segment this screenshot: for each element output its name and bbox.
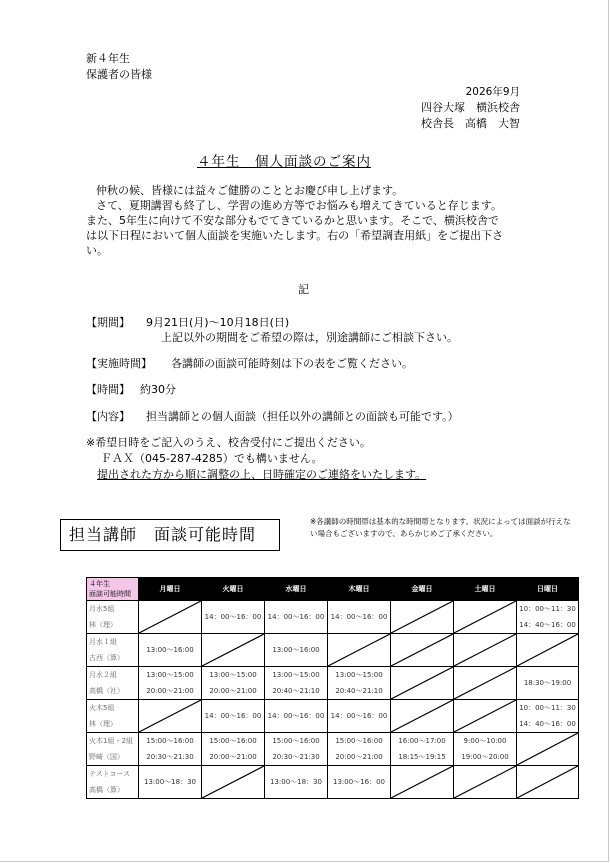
page-title: ４年生 個人面談のご案内 xyxy=(197,154,371,170)
teacher-name: 林（理） xyxy=(89,720,117,728)
time-slot-cell xyxy=(139,634,202,667)
class-name: 月水１組 xyxy=(89,638,117,646)
time-slot-cell xyxy=(328,601,391,634)
table-row xyxy=(87,667,579,700)
time-slot: 14：00～16：00 xyxy=(330,613,388,621)
time-slot-cell xyxy=(265,700,328,733)
time-slot: 15:00～16:00 xyxy=(272,737,320,745)
time-slot-cell xyxy=(265,766,328,799)
unavailable-cell xyxy=(391,766,454,799)
unavailable-cell xyxy=(454,667,517,700)
table-row xyxy=(87,766,579,799)
table-header-row xyxy=(87,578,579,601)
addressee-line1: 新４年生 xyxy=(86,52,130,65)
ki-heading: 記 xyxy=(298,283,309,296)
time-slot-cell xyxy=(328,700,391,733)
teacher-cell xyxy=(87,766,139,799)
unavailable-cell xyxy=(517,766,579,799)
diagonal-slash-icon xyxy=(454,700,516,732)
diagonal-slash-icon xyxy=(328,634,390,666)
time-slot-cell xyxy=(517,601,579,634)
unavailable-cell xyxy=(454,634,517,667)
diagonal-slash-icon xyxy=(391,766,453,798)
time-slot: 20:40～21:10 xyxy=(272,687,320,695)
time-slot: 15:00～16:00 xyxy=(209,737,257,745)
time-slot-cell xyxy=(517,700,579,733)
addressee-line2: 保護者の皆様 xyxy=(86,68,152,81)
time-slot: 18:30～19:00 xyxy=(523,679,572,687)
time-slot-cell xyxy=(517,667,579,700)
day-header: 火曜日 xyxy=(202,578,265,601)
teacher-cell xyxy=(87,733,139,766)
class-name: 火木1組・2組 xyxy=(89,737,133,745)
teacher-name: 高橋（社） xyxy=(89,687,124,695)
time-slot: 19:00～20:00 xyxy=(461,753,509,761)
teacher-name: 古西（算） xyxy=(89,654,124,662)
time-slot: 13:00～15:00 xyxy=(272,671,320,679)
teacher-cell xyxy=(87,601,139,634)
unavailable-cell xyxy=(454,700,517,733)
time-slot: 13:00～16：00 xyxy=(333,778,385,786)
corner-label: 面談可能時間 xyxy=(89,590,131,598)
unavailable-cell xyxy=(139,700,202,733)
time-slot: 13:00～18：30 xyxy=(144,778,196,786)
time-slot-cell xyxy=(139,733,202,766)
diagonal-slash-icon xyxy=(202,766,264,798)
diagonal-slash-icon xyxy=(202,634,264,666)
teacher-name: 高橋（算） xyxy=(89,786,124,794)
schedule-note: ※各講師の時間帯は基本的な時間帯となります。状況によっては面談が行えない場合もございますので、あらかじめご了承ください。 xyxy=(310,517,571,538)
time-slot-cell xyxy=(265,733,328,766)
time-slot-cell xyxy=(391,733,454,766)
time-slot: 13:00～15:00 xyxy=(146,671,194,679)
time-slot: 16:00～17:00 xyxy=(398,737,446,745)
time-slot: 20:30～21:30 xyxy=(272,753,320,761)
unavailable-cell xyxy=(454,601,517,634)
diagonal-slash-icon xyxy=(517,766,578,798)
schedule-table xyxy=(86,577,579,799)
time-slot: 14：40～16：00 xyxy=(519,621,576,629)
diagonal-slash-icon xyxy=(391,700,453,732)
time-slot: 13:00～18：30 xyxy=(270,778,322,786)
time-slot: 15:00～16:00 xyxy=(335,737,383,745)
time-slot: 13:00～16:00 xyxy=(146,646,194,654)
time-slot: 14：00～16：00 xyxy=(204,712,262,720)
time-slot: 20:00～21:00 xyxy=(146,687,194,695)
day-header: 金曜日 xyxy=(391,578,454,601)
section-title: 担当講師 面談可能時間 xyxy=(60,519,280,551)
table-row xyxy=(87,700,579,733)
diagonal-slash-icon xyxy=(454,667,516,699)
time-slot: 14：00～16：00 xyxy=(267,613,325,621)
diagonal-slash-icon xyxy=(391,667,453,699)
time-slot: 20:30～21:30 xyxy=(146,753,194,761)
table-row xyxy=(87,601,579,634)
principal-name: 校舎長 高橋 大智 xyxy=(421,117,520,130)
unavailable-cell xyxy=(202,766,265,799)
corner-grade: ４年生 xyxy=(89,580,110,588)
time-slot: 20:00～21:00 xyxy=(209,753,257,761)
submission-note: ※希望日時をご記入のうえ、校舎受付にご提出ください。 xyxy=(86,436,371,449)
unavailable-cell xyxy=(391,700,454,733)
duration-label: 【時間】 xyxy=(86,383,130,396)
unavailable-cell xyxy=(202,634,265,667)
time-slot: 20:40～21:10 xyxy=(335,687,383,695)
time-slot: 14：40～16：00 xyxy=(519,720,576,728)
time-slot-cell xyxy=(328,667,391,700)
greeting-paragraph: 仲秋の候、皆様には益々ご健勝のこととお慶び申し上げます。 xyxy=(96,184,404,197)
time-slot-cell xyxy=(202,667,265,700)
contact-note: 提出された方から順に調整の上、日時確定のご連絡をいたします。 xyxy=(97,468,427,481)
teacher-cell xyxy=(87,634,139,667)
day-header: 月曜日 xyxy=(139,578,202,601)
teacher-name: 野崎（国） xyxy=(89,753,124,761)
unavailable-cell xyxy=(391,601,454,634)
table-row xyxy=(87,634,579,667)
time-value: 各講師の面談可能時刻は下の表をご覧ください。 xyxy=(171,357,413,370)
time-slot-cell xyxy=(202,733,265,766)
teacher-cell xyxy=(87,700,139,733)
table-corner xyxy=(87,578,139,601)
time-slot: 14：00～16：00 xyxy=(204,613,262,621)
time-slot: 20:00～21:00 xyxy=(335,753,383,761)
diagonal-slash-icon xyxy=(391,634,453,666)
time-slot-cell xyxy=(139,667,202,700)
table-row xyxy=(87,733,579,766)
unavailable-cell xyxy=(139,601,202,634)
diagonal-slash-icon xyxy=(454,601,516,633)
time-slot-cell xyxy=(139,766,202,799)
unavailable-cell xyxy=(328,634,391,667)
school-name: 四谷大塚 横浜校舎 xyxy=(421,101,520,114)
diagonal-slash-icon xyxy=(454,766,516,798)
time-slot: 20:00～21:00 xyxy=(209,687,257,695)
time-slot: 10：00～11：30 xyxy=(519,605,576,613)
teacher-name: 林（理） xyxy=(89,621,117,629)
fax-note: ＦＡＸ（045-287-4285）でも構いません。 xyxy=(101,452,323,465)
time-slot: 15:00～16:00 xyxy=(146,737,194,745)
unavailable-cell xyxy=(391,667,454,700)
class-name: テストコース xyxy=(89,770,131,778)
diagonal-slash-icon xyxy=(139,601,201,633)
period-note: 上記以外の期間をご希望の際は，別途講師にご相談下さい。 xyxy=(161,331,458,344)
time-slot-cell xyxy=(265,634,328,667)
class-name: 月水２組 xyxy=(89,671,117,679)
content-label: 【内容】 xyxy=(86,410,130,423)
time-slot-cell xyxy=(328,733,391,766)
time-label: 【実施時間】 xyxy=(86,357,152,370)
class-name: 火木5組 xyxy=(89,704,115,712)
time-slot-cell xyxy=(265,601,328,634)
time-slot-cell xyxy=(202,700,265,733)
diagonal-slash-icon xyxy=(391,601,453,633)
duration-value: 約30分 xyxy=(140,383,176,396)
time-slot: 10：00～11：30 xyxy=(519,704,576,712)
teacher-cell xyxy=(87,667,139,700)
time-slot-cell xyxy=(328,766,391,799)
unavailable-cell xyxy=(454,766,517,799)
time-slot: 18:15～19:15 xyxy=(398,753,446,761)
period-value: 9月21日(月)～10月18日(日) xyxy=(146,316,290,329)
unavailable-cell xyxy=(517,733,579,766)
day-header: 木曜日 xyxy=(328,578,391,601)
time-slot: 9:00～10:00 xyxy=(463,737,507,745)
unavailable-cell xyxy=(517,634,579,667)
diagonal-slash-icon xyxy=(454,634,516,666)
unavailable-cell xyxy=(391,634,454,667)
time-slot: 13:00～16:00 xyxy=(272,646,320,654)
class-name: 月水5組 xyxy=(89,605,115,613)
time-slot: 14：00～16：00 xyxy=(267,712,325,720)
time-slot-cell xyxy=(202,601,265,634)
time-slot: 13:00～15:00 xyxy=(209,671,257,679)
time-slot-cell xyxy=(454,733,517,766)
intro-paragraph: さて、夏期講習も終了し、学習の進め方等でお悩みも増えてきていると存じます。また、5年生に向けて不安な部分もでてきているかと思います。そこで、横浜校舎では以下日程において個人面談を実施いたします。右の「希望調査用紙」をご提出下さい。 xyxy=(86,199,504,257)
time-slot: 13:00～15:00 xyxy=(335,671,383,679)
day-header: 日曜日 xyxy=(517,578,579,601)
document-date: 2026年9月 xyxy=(465,86,520,98)
day-header: 土曜日 xyxy=(454,578,517,601)
time-slot: 14：00～16：00 xyxy=(330,712,388,720)
time-slot-cell xyxy=(265,667,328,700)
content-value: 担当講師との個人面談（担任以外の講師との面談も可能です。） xyxy=(146,410,459,423)
day-header: 水曜日 xyxy=(265,578,328,601)
diagonal-slash-icon xyxy=(139,700,201,732)
period-label: 【期間】 xyxy=(86,316,130,329)
diagonal-slash-icon xyxy=(517,634,578,666)
diagonal-slash-icon xyxy=(517,733,578,765)
